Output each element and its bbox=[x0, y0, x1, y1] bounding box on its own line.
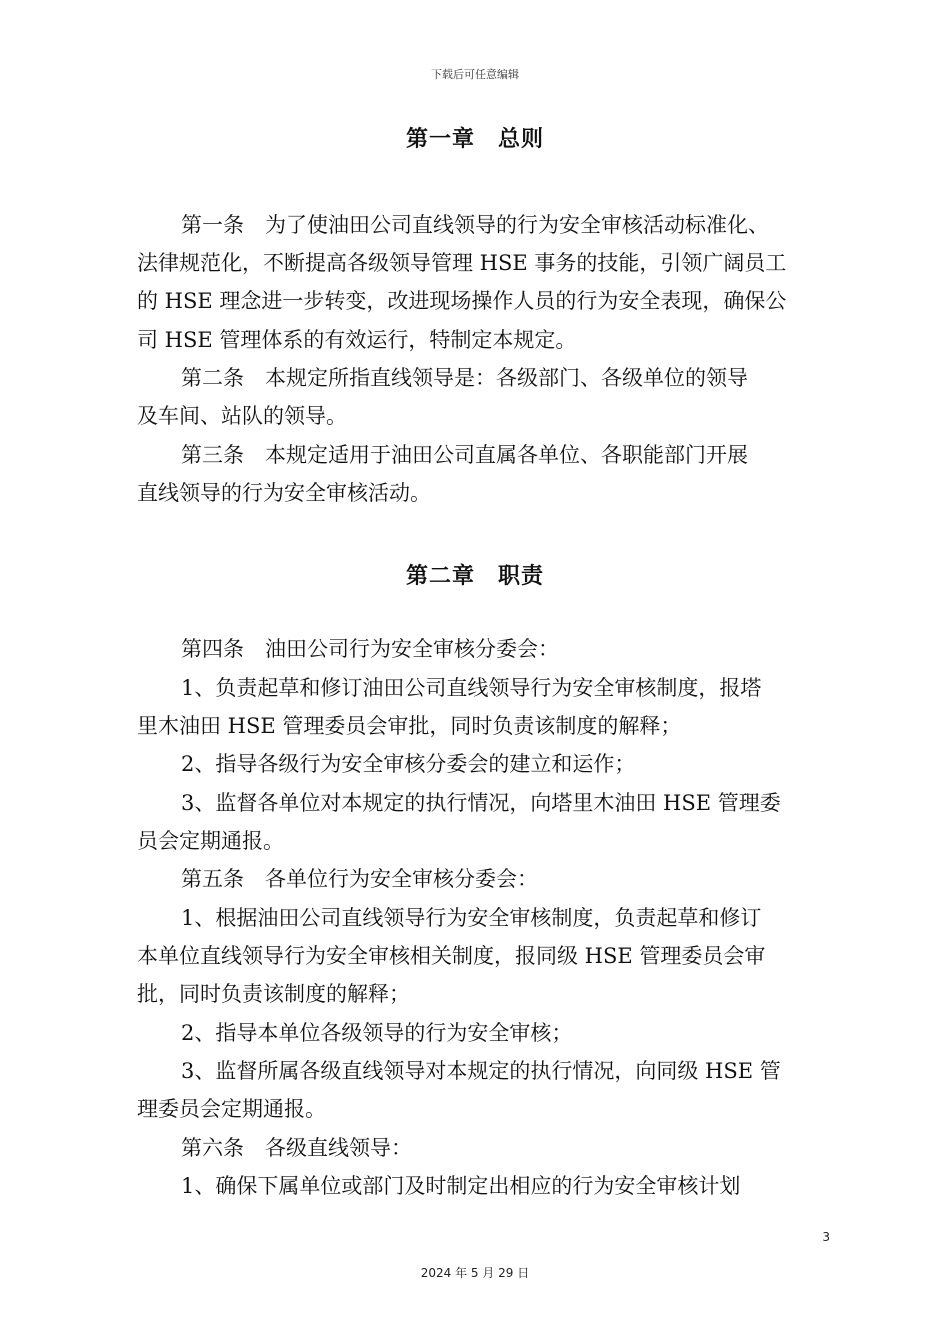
paragraph-line: 第二条 本规定所指直线领导是：各级部门、各级单位的领导 bbox=[181, 366, 748, 390]
footer-date: 2024 年 5 月 29 日 bbox=[420, 1266, 530, 1280]
paragraph-line: 法律规范化，不断提高各级领导管理 HSE 事务的技能，引领广阔员工 bbox=[137, 251, 787, 275]
paragraph-line: 直线领导的行为安全审核活动。 bbox=[137, 481, 431, 505]
paragraph-line: 理委员会定期通报。 bbox=[137, 1097, 326, 1121]
paragraph-line: 员会定期通报。 bbox=[137, 829, 284, 853]
paragraph-line: 2、指导各级行为安全审核分委会的建立和运作； bbox=[181, 752, 636, 776]
paragraph-line: 3、监督所属各级直线领导对本规定的执行情况，向同级 HSE 管 bbox=[181, 1059, 781, 1083]
paragraph-line: 批，同时负责该制度的解释； bbox=[137, 982, 410, 1006]
paragraph-line: 第一条 为了使油田公司直线领导的行为安全审核活动标准化、 bbox=[181, 213, 769, 237]
paragraph-line: 第四条 油田公司行为安全审核分委会： bbox=[181, 637, 559, 661]
paragraph-line: 司 HSE 管理体系的有效运行，特制定本规定。 bbox=[137, 328, 577, 352]
paragraph-line: 里木油田 HSE 管理委员会审批，同时负责该制度的解释； bbox=[137, 714, 682, 738]
paragraph-line: 及车间、站队的领导。 bbox=[137, 404, 347, 428]
chapter-1-title: 第一章 总则 bbox=[405, 127, 544, 152]
page-number: 3 bbox=[822, 1230, 830, 1244]
paragraph-line: 1、负责起草和修订油田公司直线领导行为安全审核制度，报塔 bbox=[181, 676, 762, 700]
paragraph-line: 第三条 本规定适用于油田公司直属各单位、各职能部门开展 bbox=[181, 443, 748, 467]
paragraph-line: 3、监督各单位对本规定的执行情况，向塔里木油田 HSE 管理委 bbox=[181, 791, 781, 815]
chapter-2-title: 第二章 职责 bbox=[405, 564, 544, 589]
paragraph-line: 1、确保下属单位或部门及时制定出相应的行为安全审核计划 bbox=[181, 1174, 741, 1198]
paragraph-line: 的 HSE 理念进一步转变，改进现场操作人员的行为安全表现，确保公 bbox=[137, 289, 787, 313]
header-note: 下载后可任意编辑 bbox=[431, 68, 519, 81]
paragraph-line: 2、指导本单位各级领导的行为安全审核； bbox=[181, 1021, 573, 1045]
paragraph-line: 1、根据油田公司直线领导行为安全审核制度，负责起草和修订 bbox=[181, 906, 762, 930]
paragraph-line: 第六条 各级直线领导： bbox=[181, 1136, 412, 1160]
paragraph-line: 本单位直线领导行为安全审核相关制度，报同级 HSE 管理委员会审 bbox=[137, 944, 766, 968]
paragraph-line: 第五条 各单位行为安全审核分委会： bbox=[181, 867, 538, 891]
